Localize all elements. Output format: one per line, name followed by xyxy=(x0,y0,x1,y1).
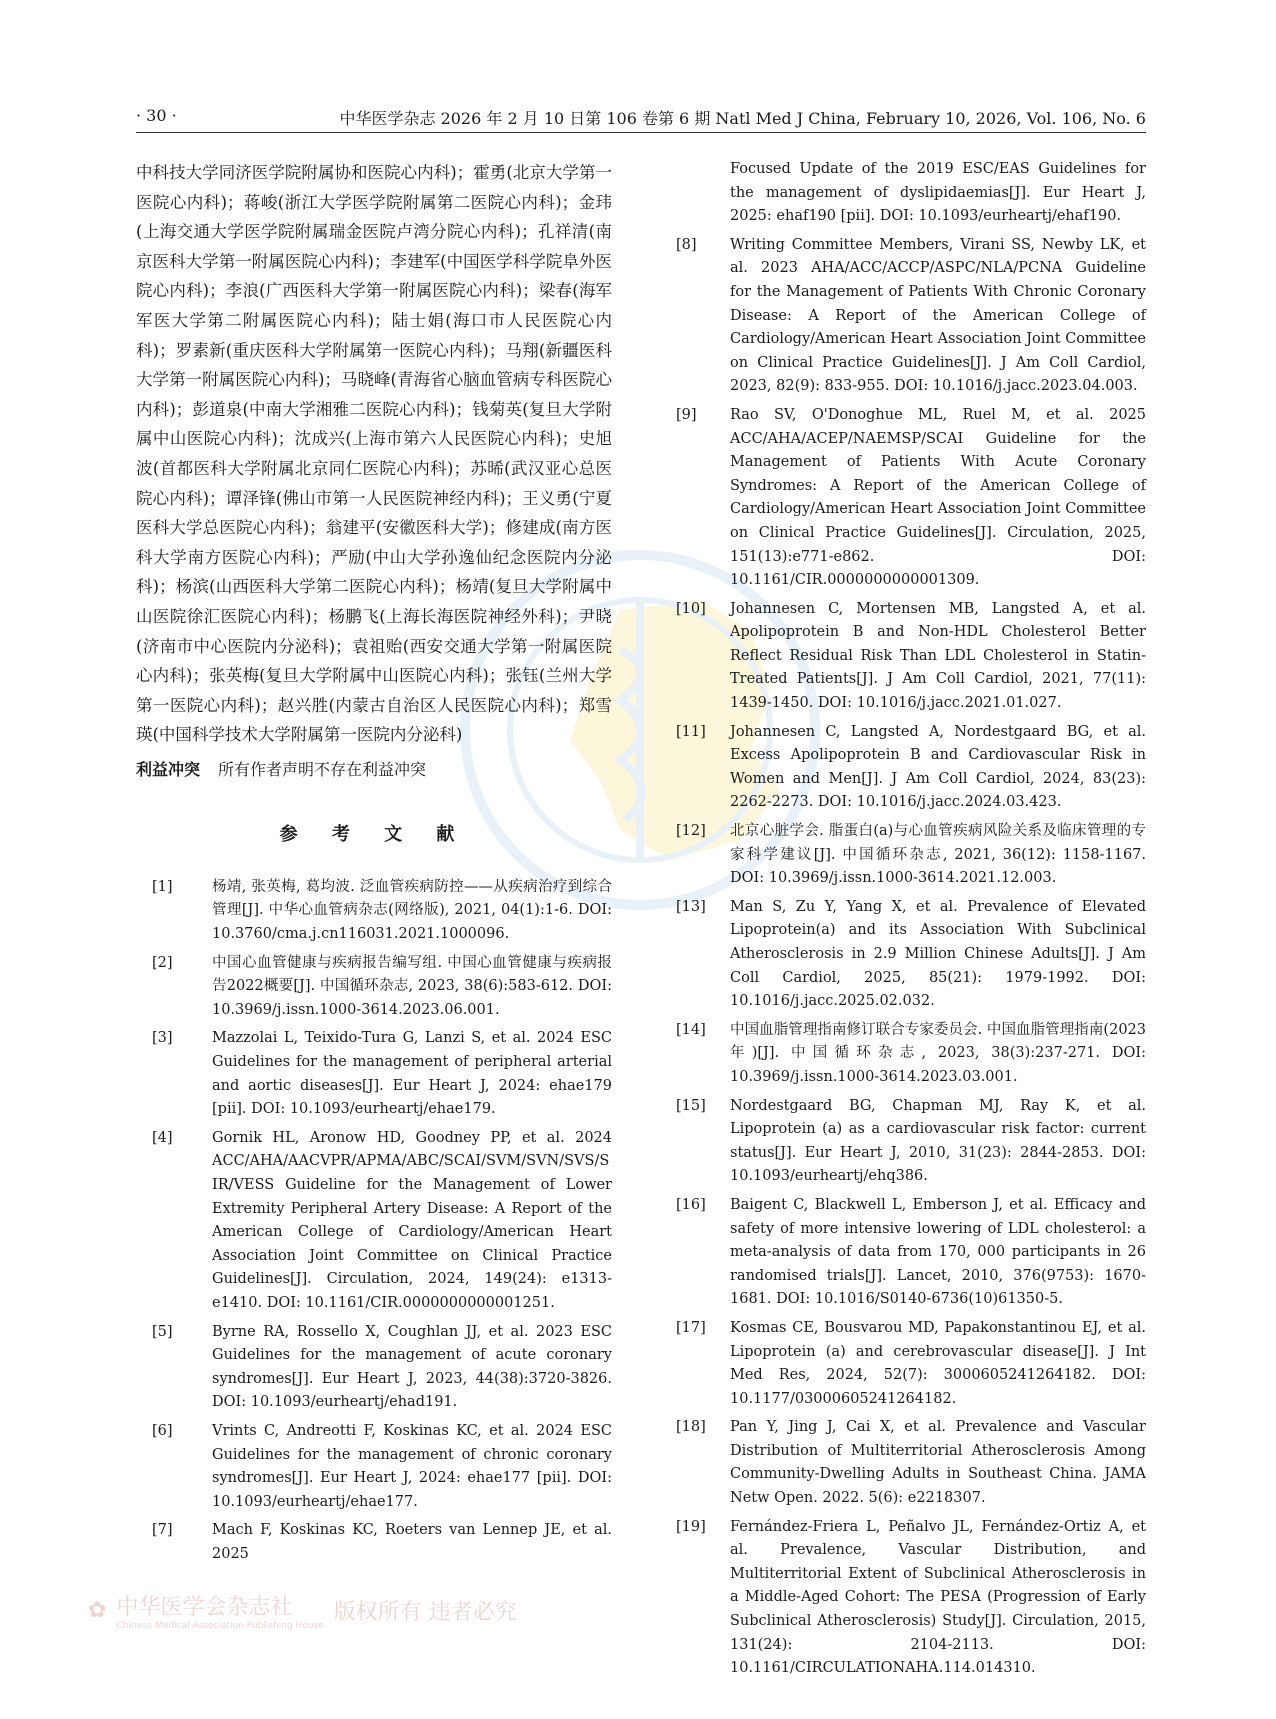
reference-item xyxy=(676,234,1146,399)
page-number: · 30 · xyxy=(136,106,177,125)
reference-text: Writing Committee Members, Virani SS, Newby LK, et al. 2023 AHA/ACC/ACCP/ASPC/NLA/PCNA Guideline for the Management of Patients With Chronic Coronary Disease: A Report of the American College of Cardiology/American Heart Association Joint Committee on Clinical Practice Guidelines[J]. J Am Coll Cardiol, 2023, 82(9): 833-955. DOI: 10.1016/j.jacc.2023.04.003. xyxy=(730,236,1146,395)
reference-text: 中国血脂管理指南修订联合专家委员会. 中国血脂管理指南(2023年)[J]. 中国循环杂志, 2023, 38(3):237-271. DOI: 10.3969/j.issn.1000-3614.2023.03.001. xyxy=(730,1021,1146,1085)
reference-text: Man S, Zu Y, Yang X, et al. Prevalence of Elevated Lipoprotein(a) and its Association With Subclinical Atherosclerosis in 2.9 Million Chinese Adults[J]. J Am Coll Cardiol, 2025, 85(21): 1979-1992. DOI: 10.1016/j.jacc.2025.02.032. xyxy=(730,898,1146,1010)
publisher-en: Chinese Medical Association Publishing House xyxy=(116,1620,324,1631)
reference-7-continuation: Focused Update of the 2019 ESC/EAS Guidelines for the management of dyslipidaemias[J]. Eur Heart J, 2025: ehaf190 [pii]. DOI: 10.1093/eurheartj/ehaf190. xyxy=(730,161,1146,225)
reference-number: [8] xyxy=(676,236,697,253)
author-affiliations: 中科技大学同济医学院附属协和医院心内科)；霍勇(北京大学第一医院心内科)；蒋峻(浙江大学医学院附属第二医院心内科)；金玮(上海交通大学医学院附属瑞金医院卢湾分院心内科)；孔祥清(南京医科大学第一附属医院心内科)；李建军(中国医学科学院阜外医院心内科)；李浪(广西医科大学第一附属医院心内科)；梁春(海军军医大学第二附属医院心内科)；陆士娟(海口市人民医院心内科)；罗素新(重庆医科大学附属第一医院心内科)；马翔(新疆医科大学第一附属医院心内科)；马晓峰(青海省心脑血管病专科医院心内科)；彭道泉(中南大学湘雅二医院心内科)；钱菊英(复旦大学附属中山医院心内科)；沈成兴(上海市第六人民医院心内科)；史旭波(首都医科大学附属北京同仁医院心内科)；苏晞(武汉亚心总医院心内科)；谭泽锋(佛山市第一人民医院神经内科)；王义勇(宁夏医科大学总医院心内科)；翁建平(安徽医科大学)；修建成(南方医科大学南方医院心内科)；严励(中山大学孙逸仙纪念医院内分泌科)；杨滨(山西医科大学第二医院心内科)；杨靖(复旦大学附属中山医院徐汇医院心内科)；杨鹏飞(上海长海医院神经外科)；尹晓(济南市中心医院内分泌科)；袁祖贻(西安交通大学第一附属医院心内科)；张英梅(复旦大学附属中山医院心内科)；张钰(兰州大学第一医院心内科)；赵兴胜(内蒙古自治区人民医院心内科)；郑雪瑛(中国科学技术大学附属第一医院内分泌科) xyxy=(136,163,612,745)
right-column xyxy=(676,158,1146,1686)
journal-citation: 中华医学杂志 2026 年 2 月 10 日第 106 卷第 6 期 Natl Med J China, February 10, 2026, Vol. 106, No. 6 xyxy=(339,109,1146,128)
reference-number: [13] xyxy=(676,898,706,915)
references-heading: 参 考 文 献 xyxy=(279,823,469,845)
reference-text: Johannesen C, Langsted A, Nordestgaard BG, et al. Excess Apolipoprotein B and Cardiovascular Risk in Women and Men[J]. J Am Coll Cardiol, 2024, 83(23): 2262-2273. DOI: 10.1016/j.jacc.2024.03.423. xyxy=(730,723,1146,811)
reference-number: [4] xyxy=(152,1129,173,1146)
reference-number: [16] xyxy=(676,1196,706,1213)
reference-text: 中国心血管健康与疾病报告编写组. 中国心血管健康与疾病报告2022概要[J]. 中国循环杂志, 2023, 38(6):583-612. DOI: 10.3969/j.issn.1000-3614.2023.06.001. xyxy=(212,954,612,1018)
reference-item xyxy=(676,1317,1146,1411)
reference-list-left xyxy=(136,876,612,1567)
reference-item xyxy=(136,952,612,1023)
reference-item xyxy=(136,1027,612,1121)
coi-label: 利益冲突 xyxy=(136,759,201,779)
reference-number: [6] xyxy=(152,1422,173,1439)
reference-text: Rao SV, O'Donoghue ML, Ruel M, et al. 2025 ACC/AHA/ACEP/NAEMSP/SCAI Guideline for the Management of Patients With Acute Coronary Syndromes: A Report of the American College of Cardiology/American Heart Association Joint Committee on Clinical Practice Guidelines[J]. Circulation, 2025, 151(13):e771-e862. DOI: 10.1161/CIR.0000000000001309. xyxy=(730,406,1146,589)
reference-item xyxy=(136,1519,612,1566)
reference-text: Kosmas CE, Bousvarou MD, Papakonstantinou EJ, et al. Lipoprotein (a) and cerebrovascular disease[J]. J Int Med Res, 2024, 52(7): 3000605241264182. DOI: 10.1177/03000605241264182. xyxy=(730,1319,1146,1407)
reference-item xyxy=(676,404,1146,593)
reference-number: [2] xyxy=(152,954,173,971)
conflict-of-interest xyxy=(136,758,612,782)
reference-number: [14] xyxy=(676,1021,706,1038)
reference-number: [7] xyxy=(152,1522,173,1539)
reference-item xyxy=(676,896,1146,1014)
reference-item xyxy=(676,1516,1146,1681)
reference-item xyxy=(136,876,612,947)
coi-text: 所有作者声明不存在利益冲突 xyxy=(218,759,427,779)
reference-text: Vrints C, Andreotti F, Koskinas KC, et al. 2024 ESC Guidelines for the management of chronic coronary syndromes[J]. Eur Heart J, 2024: ehae177 [pii]. DOI: 10.1093/eurheartj/ehae177. xyxy=(212,1422,612,1510)
reference-text: Byrne RA, Rossello X, Coughlan JJ, et al. 2023 ESC Guidelines for the management of acute coronary syndromes[J]. Eur Heart J, 2023, 44(38):3720-3826. DOI: 10.1093/eurheartj/ehad191. xyxy=(212,1323,612,1411)
reference-item xyxy=(676,1416,1146,1510)
reference-text: 杨靖, 张英梅, 葛均波. 泛血管疾病防控——从疾病治疗到综合管理[J]. 中华心血管病杂志(网络版), 2021, 04(1):1-6. DOI: 10.3760/cma.j.cn116031.2021.1000096. xyxy=(212,878,612,943)
reference-item xyxy=(676,1095,1146,1189)
reference-number: [9] xyxy=(676,406,697,423)
running-header xyxy=(136,104,1146,133)
reference-text: Mazzolai L, Teixido-Tura G, Lanzi S, et al. 2024 ESC Guidelines for the management of peripheral arterial and aortic diseases[J]. Eur Heart J, 2024: ehae179 [pii]. DOI: 10.1093/eurheartj/ehae179. xyxy=(212,1030,612,1118)
reference-number: [15] xyxy=(676,1097,706,1114)
reference-number: [3] xyxy=(152,1030,173,1047)
reference-item xyxy=(136,1127,612,1316)
reference-text: Fernández-Friera L, Peñalvo JL, Fernández-Ortiz A, et al. Prevalence, Vascular Distribution, and Multiterritorial Extent of Subclinical Atherosclerosis in a Middle-Aged Cohort: The PESA (Progression of Early Subclinical Atherosclerosis) Study[J]. Circulation, 2015, 131(24): 2104-2113. DOI: 10.1161/CIRCULATIONAHA.114.014310. xyxy=(730,1518,1146,1677)
reference-item xyxy=(136,1420,612,1514)
reference-text: Baigent C, Blackwell L, Emberson J, et al. Efficacy and safety of more intensive lowering of LDL cholesterol: a meta-analysis of data from 170, 000 participants in 26 randomised trials[J]. Lancet, 2010, 376(9753): 1670-1681. DOI: 10.1016/S0140-6736(10)61350-5. xyxy=(730,1196,1146,1308)
reference-number: [18] xyxy=(676,1419,706,1436)
reference-item xyxy=(136,1321,612,1415)
reference-item xyxy=(676,820,1146,891)
reference-number: [11] xyxy=(676,723,706,740)
reference-text: Johannesen C, Mortensen MB, Langsted A, et al. Apolipoprotein B and Non-HDL Cholesterol Better Reflect Residual Risk Than LDL Cholesterol in Statin-Treated Patients[J]. J Am Coll Cardiol, 2021, 77(11): 1439-1450. DOI: 10.1016/j.jacc.2021.01.027. xyxy=(730,600,1146,712)
copyright-notice: 版权所有 违者必究 xyxy=(333,1599,517,1625)
reference-list-right xyxy=(676,234,1146,1681)
reference-number: [10] xyxy=(676,600,706,617)
reference-text: Mach F, Koskinas KC, Roeters van Lennep JE, et al. 2025 xyxy=(212,1522,612,1562)
reference-number: [17] xyxy=(676,1319,706,1336)
publisher-cn: 中华医学会杂志社 xyxy=(116,1594,293,1620)
reference-item xyxy=(676,721,1146,815)
publisher-watermark xyxy=(88,1588,608,1632)
staff-of-asclepius-icon xyxy=(620,600,641,860)
reference-text: Nordestgaard BG, Chapman MJ, Ray K, et al. Lipoprotein (a) as a cardiovascular risk factor: current status[J]. Eur Heart J, 2010, 31(23): 2844-2853. DOI: 10.1093/eurheartj/ehq386. xyxy=(730,1097,1146,1185)
reference-item xyxy=(676,1194,1146,1312)
reference-item xyxy=(676,1019,1146,1090)
reference-number: [1] xyxy=(152,878,173,895)
reference-number: [12] xyxy=(676,823,706,840)
reference-text: 北京心脏学会. 脂蛋白(a)与心血管疾病风险关系及临床管理的专家科学建议[J]. 中国循环杂志, 2021, 36(12): 1158-1167. DOI: 10.3969/j.issn.1000-3614.2021.12.003. xyxy=(730,823,1146,887)
reference-number: [19] xyxy=(676,1518,706,1535)
reference-text: Gornik HL, Aronow HD, Goodney PP, et al. 2024 ACC/AHA/AACVPR/APMA/ABC/SCAI/SVM/SVN/SVS/SIR/VESS Guideline for the Management of Lower Extremity Peripheral Artery Disease: A Report of the American College of Cardiology/American Heart Association Joint Committee on Clinical Practice Guidelines[J]. Circulation, 2024, 149(24): e1313-e1410. DOI: 10.1161/CIR.0000000000001251. xyxy=(212,1129,612,1311)
reference-item xyxy=(676,598,1146,716)
flower-logo-icon: ✿ xyxy=(88,1597,107,1623)
reference-number: [5] xyxy=(152,1323,173,1340)
reference-text: Pan Y, Jing J, Cai X, et al. Prevalence and Vascular Distribution of Multiterritorial Atherosclerosis Among Community-Dwelling Adults in Southeast China. JAMA Netw Open. 2022. 5(6): e2218307. xyxy=(730,1419,1146,1507)
left-column xyxy=(136,158,612,1572)
